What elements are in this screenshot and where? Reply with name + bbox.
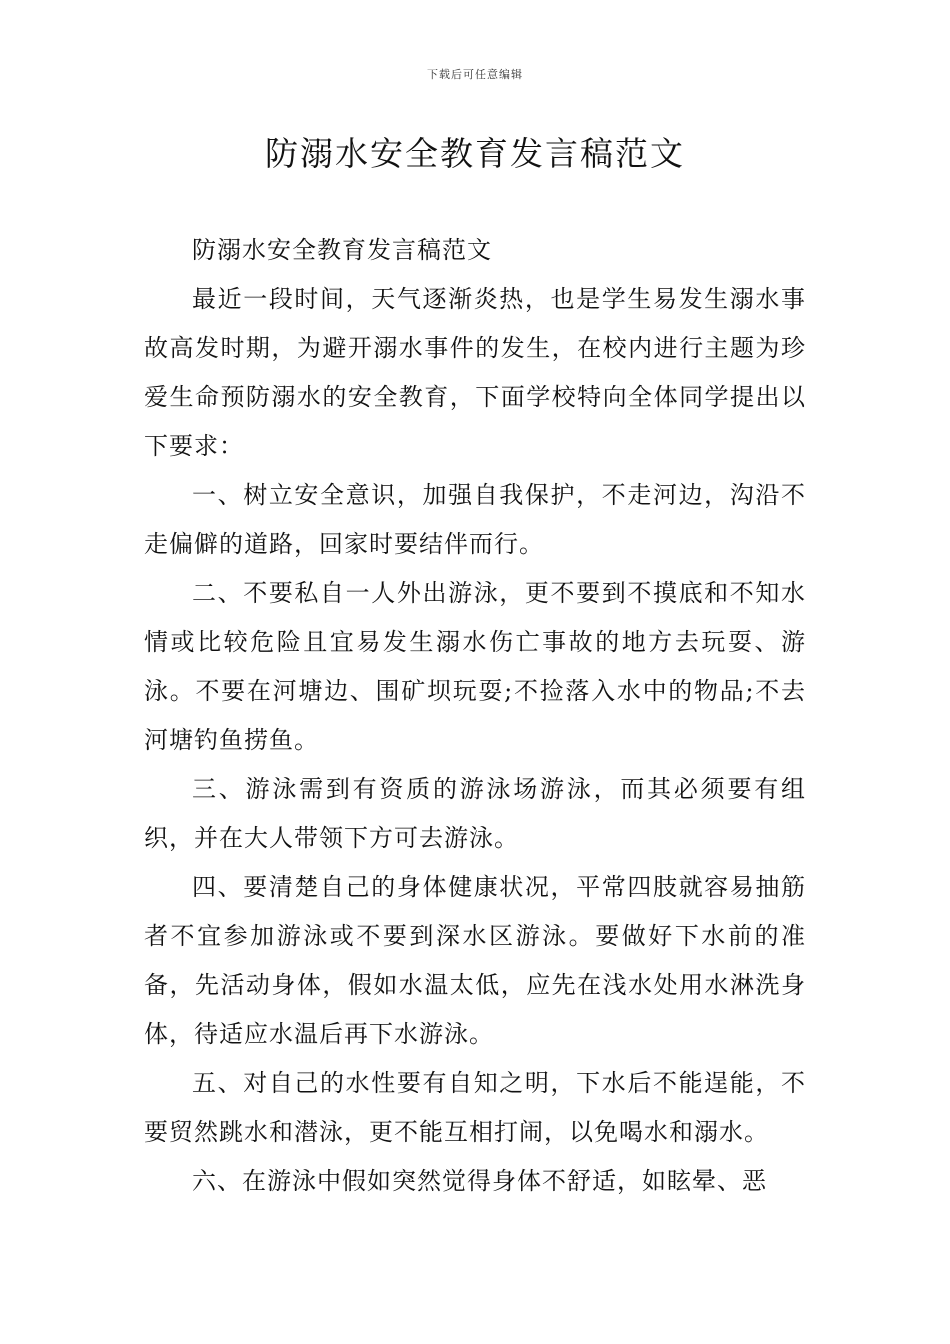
document-title: 防溺水安全教育发言稿范文	[265, 134, 685, 173]
paragraph-intro: 最近一段时间，天气逐渐炎热，也是学生易发生溺水事故高发时期，为避开溺水事件的发生，在校内进行主题为珍爱生命预防溺水的安全教育，下面学校特向全体同学提出以下要求：	[144, 285, 806, 460]
header-note: 下载后可任意编辑	[427, 68, 523, 81]
paragraph-rule-4: 四、要清楚自己的身体健康状况，平常四肢就容易抽筋者不宜参加游泳或不要到深水区游泳。要做好下水前的准备，先活动身体，假如水温太低，应先在浅水处用水淋洗身体，待适应水温后再下水游泳。	[144, 873, 806, 1048]
paragraph-rule-2: 二、不要私自一人外出游泳，更不要到不摸底和不知水情或比较危险且宜易发生溺水伤亡事故的地方去玩耍、游泳。不要在河塘边、围矿坝玩耍;不捡落入水中的物品;不去河塘钓鱼捞鱼。	[144, 579, 806, 754]
paragraph-rule-5: 五、对自己的水性要有自知之明，下水后不能逞能，不要贸然跳水和潜泳，更不能互相打闹，以免喝水和溺水。	[144, 1069, 806, 1146]
paragraph-rule-1: 一、树立安全意识，加强自我保护，不走河边，沟沿不走偏僻的道路，回家时要结伴而行。	[144, 481, 806, 558]
paragraph-rule-6: 六、在游泳中假如突然觉得身体不舒适，如眩晕、恶	[192, 1167, 767, 1195]
paragraph-rule-3: 三、游泳需到有资质的游泳场游泳，而其必须要有组织，并在大人带领下方可去游泳。	[144, 775, 806, 852]
paragraph-subtitle: 防溺水安全教育发言稿范文	[192, 236, 492, 264]
document-body	[144, 226, 806, 1206]
